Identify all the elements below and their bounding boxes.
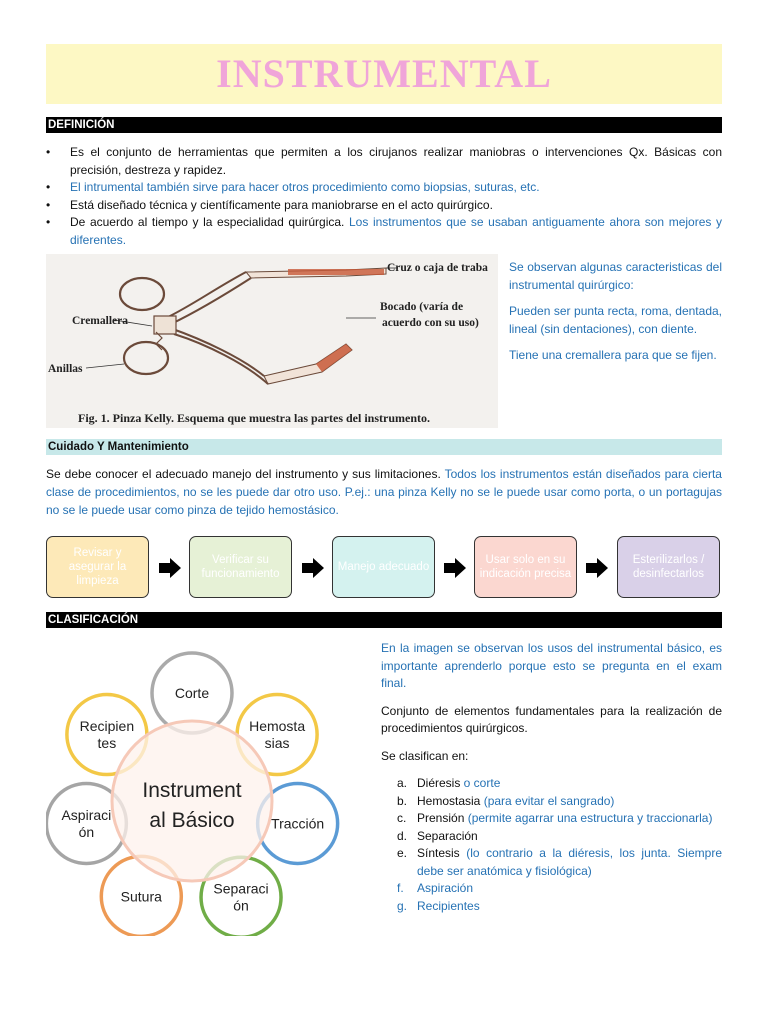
diagram-center-label: Instrument: [142, 779, 242, 802]
label-bocado-1: Bocado (varía de: [380, 301, 464, 313]
list-marker: e.: [397, 846, 408, 860]
flow-step: Manejo adecuado: [332, 536, 435, 598]
definition-item: [46, 197, 722, 215]
clasificacion-item-desc: (para evitar el sangrado): [480, 793, 615, 808]
clasificacion-item-name: Aspiración: [417, 881, 474, 895]
diagram-node-label: Corte: [174, 685, 210, 701]
cuidado-text-blue: Todos los instrumentos están diseñados para cierta clase de procedimientos, no se les puede dar otro uso. P.ej.: una pinza Kelly no se le puede usar como porta, o un portagujas no se le puede usar como pinza de tejido hemostásico.: [46, 467, 722, 517]
definition-text: Es el conjunto de herramientas que permiten a los cirujanos realizar maniobras o intervenciones Qx. Básicas con precisión, destreza y rapidez.: [70, 145, 722, 177]
diagram-center-label: al Básico: [149, 809, 235, 832]
clasificacion-list: [381, 775, 722, 915]
figure-notes: [509, 258, 722, 372]
definition-item: [46, 214, 722, 249]
arrow-right-icon: [444, 558, 466, 578]
diagram-node-label: Separaci: [213, 880, 269, 897]
label-cruz: Cruz o caja de traba: [387, 262, 488, 274]
definition-extra: Los instrumentos que se usaban antiguamente ahora son mejores y diferentes.: [70, 215, 722, 247]
title-banner: [46, 44, 722, 104]
figure-note: Se observan algunas caracteristicas del instrumental quirúrgico:: [509, 260, 722, 292]
definition-text: Está diseñado técnica y científicamente para maniobrarse en el acto quirúrgico.: [70, 197, 493, 212]
arrow-right-icon: [302, 558, 324, 578]
diagram-node-label: Sutura: [120, 888, 162, 905]
kelly-forceps-drawing: [46, 254, 498, 428]
diagram-node-label: tes: [97, 735, 117, 752]
figure-caption: Fig. 1. Pinza Kelly. Esquema que muestra las partes del instrumento.: [78, 411, 430, 425]
clasificacion-item: [381, 880, 722, 898]
arrow-right-icon: [159, 558, 181, 578]
clasificacion-text: [381, 640, 722, 915]
clasificacion-conjunto: Conjunto de elementos fundamentales para la realización de procedimientos quirúrgicos.: [381, 703, 722, 735]
clasificacion-item-name: Hemostasia: [417, 793, 481, 808]
instrumental-diagram-svg: [46, 636, 356, 936]
diagram-node-label: Recipien: [79, 718, 135, 735]
clasificacion-item: [381, 793, 722, 811]
label-anillas: Anillas: [48, 363, 83, 375]
section-header-cuidado: Cuidado Y Mantenimiento: [46, 439, 722, 455]
definition-list: [46, 144, 722, 249]
clasificacion-item-name: Separación: [417, 828, 478, 843]
figure-note: Pueden ser punta recta, roma, dentada, lineal (sin dentaciones), con diente.: [509, 304, 722, 336]
arrow-right-icon: [586, 558, 608, 578]
list-marker: a.: [397, 776, 408, 790]
clasificacion-item-name: Prensión: [417, 811, 465, 825]
clasificacion-item-desc: (lo contrario a la diéresis, los junta. Siempre debe ser anatómica y fisiológica): [417, 846, 722, 878]
definition-text: De acuerdo al tiempo y la especialidad quirúrgica.: [70, 215, 345, 229]
clasificacion-item: [381, 898, 722, 916]
kelly-forceps-figure: [46, 254, 498, 428]
list-marker: g.: [397, 898, 408, 913]
clasificacion-item-desc: (permite agarrar una estructura y traccionarla): [464, 811, 713, 825]
list-marker: f.: [397, 881, 404, 895]
label-bocado-2: acuerdo con su uso): [382, 317, 479, 329]
clasificacion-item: [381, 828, 722, 846]
section-header-definicion: DEFINICIÓN: [46, 117, 722, 133]
flow-step: Usar solo en su indicación precisa: [474, 536, 577, 598]
definition-item: [46, 144, 722, 179]
diagram-node-label: sias: [264, 735, 290, 752]
section-header-clasificacion: CLASIFICACIÓN: [46, 612, 722, 628]
diagram-center: [112, 721, 272, 881]
clasificacion-item-desc: o corte: [460, 776, 501, 790]
flow-step: Verificar su funcionamiento: [189, 536, 292, 598]
list-marker: b.: [397, 793, 408, 808]
clasificacion-item-name: Diéresis: [417, 776, 461, 790]
flow-step: Revisar y asegurar la limpieza: [46, 536, 149, 598]
list-marker: c.: [397, 811, 407, 825]
definition-text: El intrumental también sirve para hacer otros procedimiento como biopsias, suturas, etc.: [70, 180, 540, 194]
diagram-node-label: ón: [78, 823, 95, 840]
maintenance-flow: [46, 536, 722, 602]
clasificacion-item-name: Recipientes: [417, 898, 480, 913]
clasificacion-item: [381, 775, 722, 793]
instrumental-diagram: [46, 636, 356, 936]
clasificacion-item-name: Síntesis: [417, 846, 460, 860]
page-title: INSTRUMENTAL: [216, 51, 552, 96]
flow-step: Esterilizarlos / desinfectarlos: [617, 536, 720, 598]
clasificacion-item: [381, 845, 722, 880]
diagram-node-label: Tracción: [271, 815, 325, 832]
clasificacion-heading: Se clasifican en:: [381, 748, 469, 763]
list-marker: d.: [397, 828, 408, 843]
diagram-node-label: ón: [233, 897, 249, 914]
label-cremallera: Cremallera: [72, 315, 128, 327]
cuidado-paragraph: [46, 465, 722, 519]
definition-item: [46, 179, 722, 197]
figure-note: Tiene una cremallera para que se fijen.: [509, 348, 717, 362]
cuidado-text: Se debe conocer el adecuado manejo del instrumento y sus limitaciones.: [46, 467, 441, 481]
diagram-node-label: Hemosta: [249, 718, 306, 735]
clasificacion-intro: En la imagen se observan los usos del instrumental básico, es importante aprenderlo porque esto se pregunta en el exam final.: [381, 641, 722, 690]
clasificacion-item: [381, 810, 722, 828]
diagram-node-label: Aspiraci: [61, 806, 112, 823]
